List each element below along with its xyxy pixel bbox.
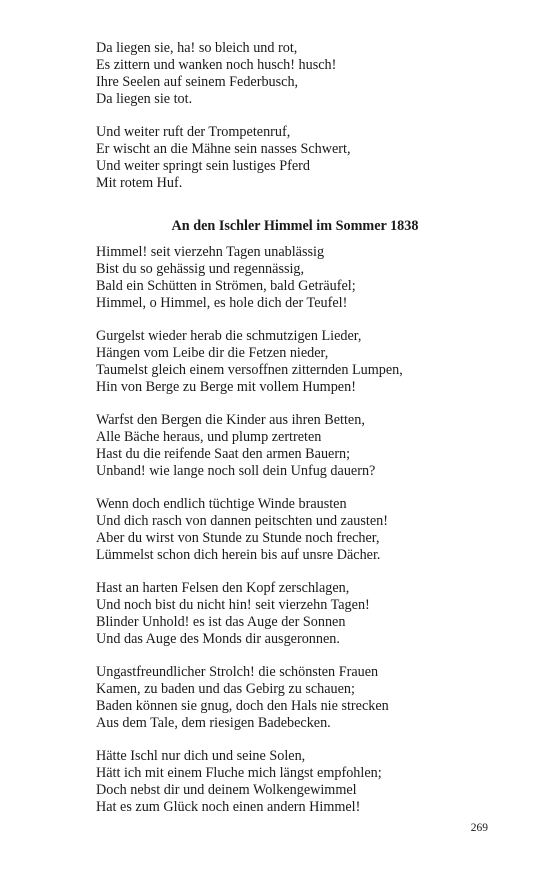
poem-line: Und weiter ruft der Trompetenruf, (96, 124, 291, 140)
prev-poem-stanza-1 (96, 40, 516, 108)
poem-line: Himmel! seit vierzehn Tagen unablässig (96, 244, 325, 260)
poem-line: Hast an harten Felsen den Kopf zerschlagen, (96, 580, 350, 596)
poem-line: Bald ein Schütten in Strömen, bald Geträufel; (96, 278, 356, 294)
poem-line: Und dich rasch von dannen peitschten und zausten! (96, 513, 388, 529)
poem-line: Hängen vom Leibe dir die Fetzen nieder, (96, 345, 329, 361)
poem-line: Gurgelst wieder herab die schmutzigen Lieder, (96, 328, 362, 344)
poem-line: Da liegen sie, ha! so bleich und rot, (96, 40, 298, 56)
poem-line: Er wischt an die Mähne sein nasses Schwert, (96, 141, 351, 157)
poem-line: Und das Auge des Monds dir ausgeronnen. (96, 631, 340, 647)
page-number: 269 (470, 822, 488, 834)
poem-line: Mit rotem Huf. (96, 175, 183, 191)
poem-stanza-7 (96, 748, 516, 816)
poem-stanza-1 (96, 244, 516, 312)
poem-line: Und noch bist du nicht hin! seit vierzehn Tagen! (96, 597, 370, 613)
poem-line: Unband! wie lange noch soll dein Unfug dauern? (96, 463, 376, 479)
poem-line: Warfst den Bergen die Kinder aus ihren Betten, (96, 412, 365, 428)
poem-stanza-2 (96, 328, 516, 396)
poem-stanza-6 (96, 664, 516, 732)
poem-line: Bist du so gehässig und regennässig, (96, 261, 305, 277)
poem-line: Doch nebst dir und deinem Wolkengewimmel (96, 782, 357, 798)
poem-line: Hast du die reifende Saat den armen Bauern; (96, 446, 351, 462)
poem-line: Hätte Ischl nur dich und seine Solen, (96, 748, 306, 764)
poem-line: Es zittern und wanken noch husch! husch! (96, 57, 337, 73)
poem-stanza-5 (96, 580, 516, 648)
poem-stanza-4 (96, 496, 516, 564)
poem-line: Hat es zum Glück noch einen andern Himmel! (96, 799, 361, 815)
poem-line: Taumelst gleich einem versoffnen zitternden Lumpen, (96, 362, 403, 378)
poem-line: Aus dem Tale, dem riesigen Badebecken. (96, 715, 331, 731)
poem-stanza-3 (96, 412, 516, 480)
poem-line: Wenn doch endlich tüchtige Winde brausten (96, 496, 347, 512)
prev-poem-stanza-2 (96, 124, 516, 192)
poem-line: Baden können sie gnug, doch den Hals nie strecken (96, 698, 389, 714)
poem-line: Da liegen sie tot. (96, 91, 193, 107)
poem-title: An den Ischler Himmel im Sommer 1838 (171, 218, 419, 234)
poem-line: Und weiter springt sein lustiges Pferd (96, 158, 310, 174)
poem-line: Lümmelst schon dich herein bis auf unsre Dächer. (96, 547, 381, 563)
poem-line: Aber du wirst von Stunde zu Stunde noch frecher, (96, 530, 380, 546)
poem-line: Ihre Seelen auf seinem Federbusch, (96, 74, 299, 90)
poem-line: Kamen, zu baden und das Gebirg zu schauen; (96, 681, 355, 697)
poem-line: Hin von Berge zu Berge mit vollem Humpen! (96, 379, 356, 395)
poem-line: Himmel, o Himmel, es hole dich der Teufel! (96, 295, 348, 311)
poem-line: Blinder Unhold! es ist das Auge der Sonnen (96, 614, 346, 630)
poem-line: Alle Bäche heraus, und plump zertreten (96, 429, 322, 445)
poem-line: Hätt ich mit einem Fluche mich längst empfohlen; (96, 765, 382, 781)
poem-line: Ungastfreundlicher Strolch! die schönsten Frauen (96, 664, 379, 680)
